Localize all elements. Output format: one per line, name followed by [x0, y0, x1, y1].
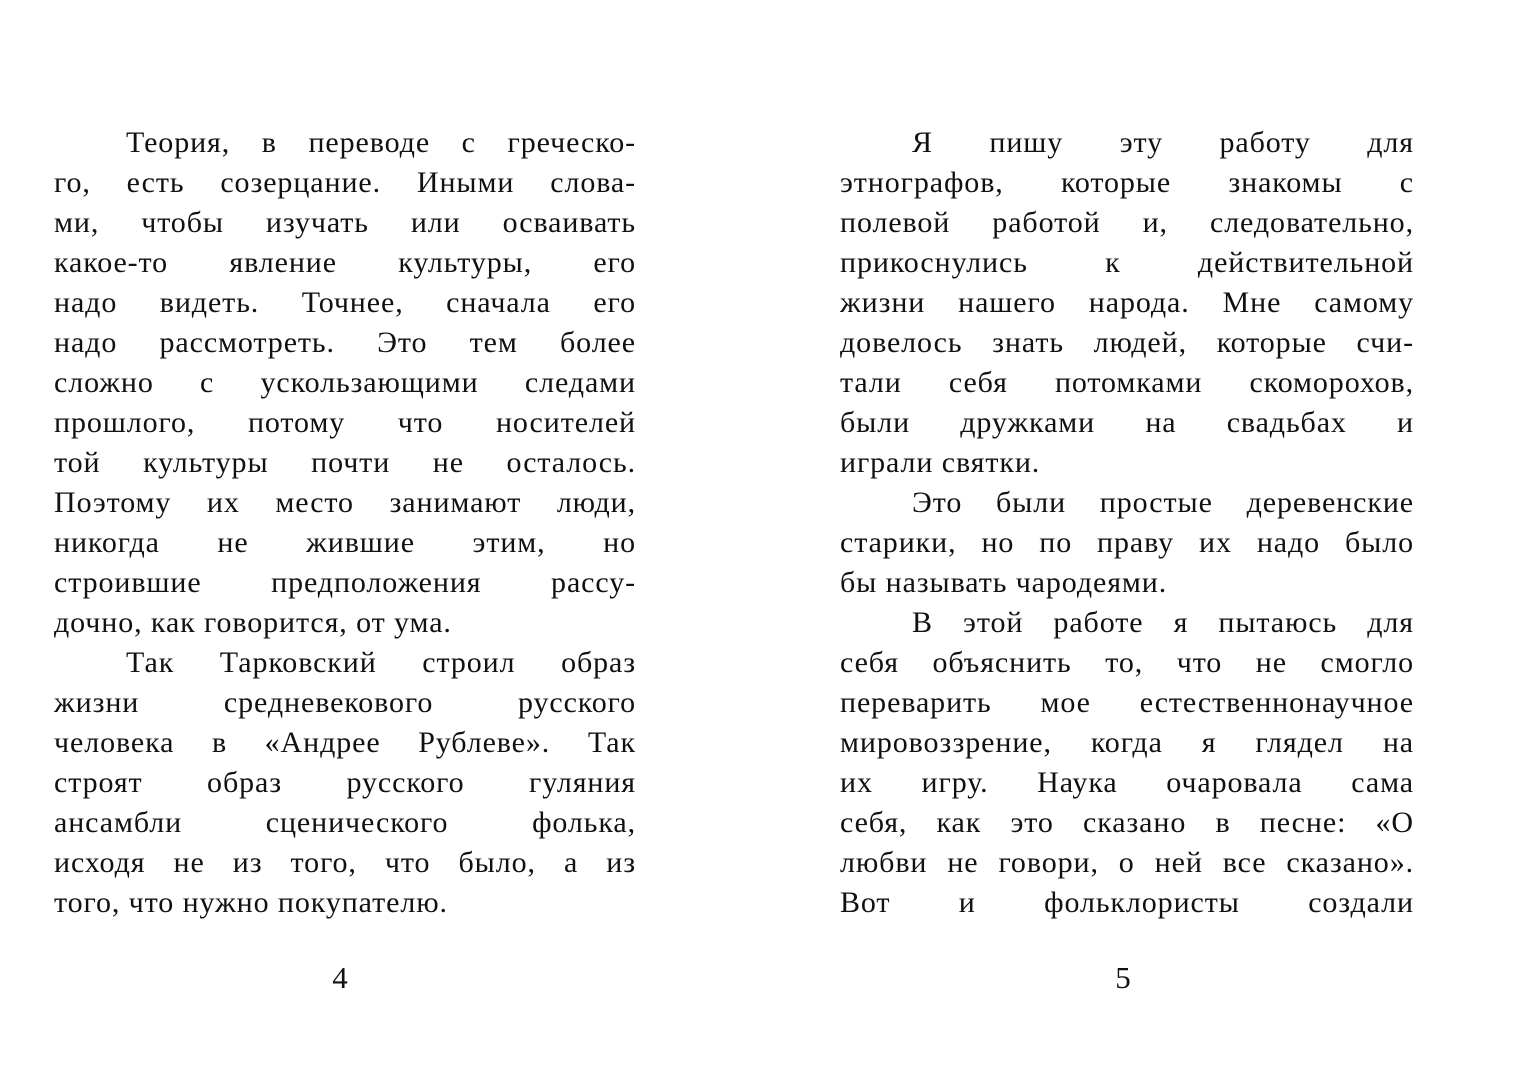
left-line-2: го, есть созерцание. Иными слова-: [54, 166, 636, 199]
right-line-2: этнографов, которые знакомы с: [840, 166, 1414, 199]
left-line-20: того, что нужно покупателю.: [54, 886, 448, 919]
right-line-3: полевой работой и, следовательно,: [840, 206, 1414, 239]
left-line-16: человека в «Андрее Рублеве». Так: [54, 726, 636, 759]
right-line-13: В этой работе я пытаюсь для: [912, 606, 1414, 639]
left-line-10: Поэтому их место занимают люди,: [54, 486, 636, 519]
left-line-19: исходя не из того, что было, а из: [54, 846, 636, 879]
left-line-1: Теория, в переводе с греческо-: [126, 126, 636, 159]
right-line-4: прикоснулись к действительной: [840, 246, 1414, 279]
right-line-12: бы называть чародеями.: [840, 566, 1168, 599]
right-line-20: Вот и фольклористы создали: [840, 886, 1414, 919]
left-line-5: надо видеть. Точнее, сначала его: [54, 286, 636, 319]
left-line-14: Так Тарковский строил образ: [126, 646, 636, 679]
right-line-1: Я пишу эту работу для: [912, 126, 1414, 159]
right-line-18: себя, как это сказано в песне: «О: [840, 806, 1414, 839]
right-line-16: мировоззрение, когда я глядел на: [840, 726, 1414, 759]
left-page: [54, 123, 636, 923]
right-line-19: любви не говори, о ней все сказано».: [840, 846, 1414, 879]
right-line-11: старики, но по праву их надо было: [840, 526, 1414, 559]
left-line-9: той культуры почти не осталось.: [54, 446, 636, 479]
right-line-15: переварить мое естественнонаучное: [840, 686, 1414, 719]
page-number-right: 5: [1115, 960, 1131, 995]
right-line-17: их игру. Наука очаровала сама: [840, 766, 1414, 799]
left-line-6: надо рассмотреть. Это тем более: [54, 326, 636, 359]
left-line-8: прошлого, потому что носителей: [54, 406, 636, 439]
right-line-14: себя объяснить то, что не смогло: [840, 646, 1414, 679]
right-line-8: были дружками на свадьбах и: [840, 406, 1414, 439]
right-page: [840, 123, 1414, 923]
left-line-11: никогда не жившие этим, но: [54, 526, 636, 559]
left-line-15: жизни средневекового русского: [54, 686, 636, 719]
right-line-10: Это были простые деревенские: [912, 486, 1414, 519]
right-line-5: жизни нашего народа. Мне самому: [840, 286, 1414, 319]
left-line-3: ми, чтобы изучать или осваивать: [54, 206, 636, 239]
right-line-6: довелось знать людей, которые счи-: [840, 326, 1414, 359]
left-line-17: строят образ русского гуляния: [54, 766, 636, 799]
right-line-7: тали себя потомками скоморохов,: [840, 366, 1414, 399]
page-number-left: 4: [332, 960, 348, 995]
left-line-18: ансамбли сценического фолька,: [54, 806, 636, 839]
left-line-12: строившие предположения рассу-: [54, 566, 636, 599]
right-line-9: играли святки.: [840, 446, 1041, 479]
left-line-13: дочно, как говорится, от ума.: [54, 606, 452, 639]
left-line-7: сложно с ускользающими следами: [54, 366, 636, 399]
left-line-4: какое-то явление культуры, его: [54, 246, 636, 279]
